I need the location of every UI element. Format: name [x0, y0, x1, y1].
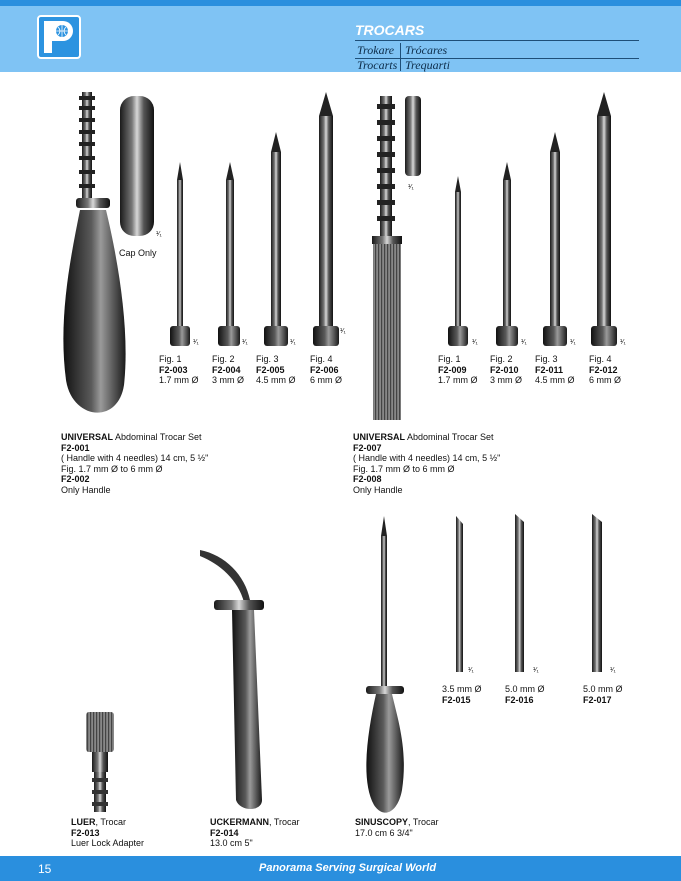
product-code: F2-010 — [490, 364, 519, 375]
product-code: F2-011 — [535, 364, 564, 375]
product-name: UNIVERSAL — [353, 432, 406, 442]
title-fr: Trocarts — [357, 58, 398, 72]
cap-only-1 — [120, 96, 154, 236]
straight-needles — [456, 514, 602, 672]
fig-label: Fig. 2 — [490, 354, 513, 364]
product-code: F2-004 — [212, 364, 241, 375]
size-label: 4.5 mm Ø — [535, 375, 575, 385]
product-line: Fig. 1.7 mm Ø to 6 mm Ø — [353, 463, 455, 474]
set2-fig1-caption — [438, 354, 478, 386]
product-code: F2-009 — [438, 364, 467, 375]
product-line: 17.0 cm 6 3/4" — [355, 827, 413, 838]
product-line: ( Handle with 4 needles) 14 cm, 5 ½" — [61, 453, 209, 463]
needle-3-caption — [583, 684, 623, 705]
scale-fig3: ¹⁄₁ — [570, 339, 576, 346]
fig-label: Fig. 2 — [212, 354, 235, 364]
size-label: 3.5 mm Ø — [442, 684, 482, 694]
product-desc: Abdominal Trocar Set — [113, 432, 202, 442]
set1-fig3-caption — [256, 354, 296, 386]
needle-1-caption — [442, 684, 482, 705]
scale-cap-1: ¹⁄₁ — [156, 231, 162, 238]
product-code: F2-005 — [256, 364, 285, 375]
product-line: ( Handle with 4 needles) 14 cm, 5 ½" — [353, 453, 501, 463]
uckermann-trocar — [200, 550, 264, 809]
fig-label: Fig. 4 — [589, 354, 612, 364]
size-label: 1.7 mm Ø — [159, 375, 199, 385]
sinuscopy-caption — [355, 817, 439, 838]
cap-only-label-1: Cap Only — [119, 248, 157, 258]
scale-fig1: ¹⁄₁ — [193, 339, 199, 346]
set2-fig4-caption — [589, 354, 621, 386]
set2-fig2-caption — [490, 354, 522, 386]
product-line: 13.0 cm 5" — [210, 838, 253, 848]
product-code: F2-012 — [589, 364, 618, 375]
page-number: 15 — [38, 862, 52, 876]
product-desc: , Trocar — [95, 817, 127, 827]
set2-description — [353, 432, 500, 495]
needles-set-1 — [170, 92, 339, 346]
product-desc: , Trocar — [408, 817, 439, 827]
product-name: UCKERMANN — [210, 817, 269, 827]
footer-slogan: Panorama Serving Surgical World — [259, 862, 437, 874]
fig-label: Fig. 3 — [535, 354, 558, 364]
sinuscopy-trocar — [366, 516, 404, 813]
product-code: F2-016 — [505, 694, 534, 705]
size-label: 6 mm Ø — [589, 375, 622, 385]
product-name: UNIVERSAL — [61, 432, 114, 442]
product-name: LUER — [71, 817, 96, 827]
set1-fig2-caption — [212, 354, 244, 386]
size-label: 5.0 mm Ø — [505, 684, 545, 694]
fig-label: Fig. 1 — [159, 354, 182, 364]
set1-fig1-caption — [159, 354, 199, 386]
size-label: 3 mm Ø — [490, 375, 523, 385]
size-label: 3 mm Ø — [212, 375, 245, 385]
scale-fig1: ¹⁄₁ — [472, 339, 478, 346]
scale-needle-1: ¹⁄₁ — [468, 667, 474, 674]
scale-fig3: ¹⁄₁ — [290, 339, 296, 346]
handle-code: F2-008 — [353, 474, 382, 484]
scale-cap-2: ¹⁄₁ — [408, 184, 414, 191]
needles-set-2 — [448, 92, 617, 346]
scale-fig4: ¹⁄₁ — [340, 328, 346, 335]
title-it: Trequarti — [405, 58, 450, 72]
product-code: F2-001 — [61, 442, 90, 453]
needle-2-caption — [505, 684, 545, 705]
fig-label: Fig. 4 — [310, 354, 333, 364]
scale-needle-2: ¹⁄₁ — [533, 667, 539, 674]
size-label: 4.5 mm Ø — [256, 375, 296, 385]
scale-fig2: ¹⁄₁ — [521, 339, 527, 346]
handle-label: Only Handle — [61, 484, 111, 495]
fig-label: Fig. 3 — [256, 354, 279, 364]
page-title: TROCARS — [355, 22, 425, 38]
product-code: F2-017 — [583, 694, 612, 705]
product-name: SINUSCOPY — [355, 817, 409, 827]
scale-fig2: ¹⁄₁ — [242, 339, 248, 346]
product-desc: Abdominal Trocar Set — [405, 432, 494, 442]
scale-needle-3: ¹⁄₁ — [610, 667, 616, 674]
product-desc: , Trocar — [269, 817, 300, 827]
product-code: F2-003 — [159, 364, 188, 375]
title-de: Trokare — [357, 43, 395, 57]
product-code: F2-015 — [442, 694, 471, 705]
product-line: Luer Lock Adapter — [71, 838, 145, 848]
set1-fig4-caption — [310, 354, 342, 386]
title-es: Trócares — [405, 43, 448, 57]
product-code: F2-007 — [353, 442, 382, 453]
cap-only-2 — [405, 96, 421, 176]
fig-label: Fig. 1 — [438, 354, 461, 364]
handle-label: Only Handle — [353, 484, 403, 495]
scale-fig4: ¹⁄₁ — [620, 339, 626, 346]
luer-caption — [71, 817, 144, 849]
size-label: 5.0 mm Ø — [583, 684, 623, 694]
product-line: Fig. 1.7 mm Ø to 6 mm Ø — [61, 463, 163, 474]
universal-handle-2 — [372, 96, 402, 420]
handle-code: F2-002 — [61, 474, 90, 484]
product-code: F2-014 — [210, 827, 239, 838]
luer-adapter — [86, 712, 114, 812]
size-label: 1.7 mm Ø — [438, 375, 478, 385]
product-code: F2-006 — [310, 364, 339, 375]
universal-handle-1 — [63, 92, 125, 413]
product-code: F2-013 — [71, 827, 100, 838]
size-label: 6 mm Ø — [310, 375, 343, 385]
set2-fig3-caption — [535, 354, 575, 386]
set1-description — [61, 432, 208, 495]
uckermann-caption — [210, 817, 300, 849]
